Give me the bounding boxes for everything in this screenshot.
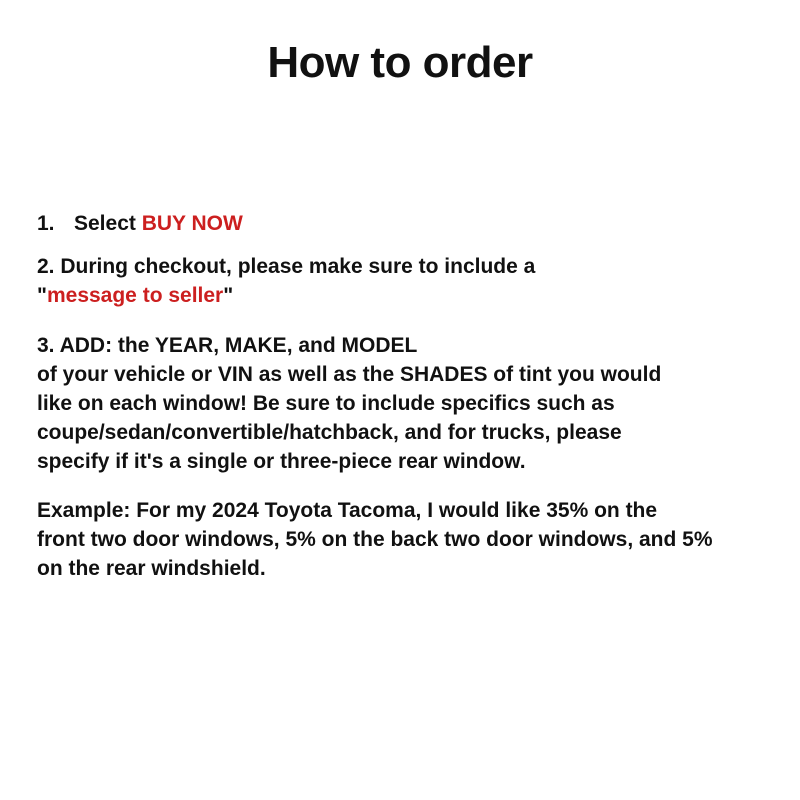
step-2-line xyxy=(37,281,797,310)
step-3-line: of your vehicle or VIN as well as the SHADES of tint you would xyxy=(37,363,662,386)
step-3-line: coupe/sedan/convertible/hatchback, and for trucks, please xyxy=(37,421,622,444)
step-2-line: 2. During checkout, please make sure to include a xyxy=(37,255,536,278)
open-quote: " xyxy=(37,284,47,307)
instructions xyxy=(37,209,797,583)
step-3 xyxy=(37,331,797,476)
step-2 xyxy=(37,252,797,310)
message-to-seller-highlight: message to seller xyxy=(46,284,224,307)
step-3-line: specify if it's a single or three-piece rear window. xyxy=(37,450,526,473)
step-1-number: 1. xyxy=(37,212,55,235)
step-1 xyxy=(37,209,797,238)
close-quote: " xyxy=(223,284,234,307)
example xyxy=(37,496,797,583)
buy-now-highlight: BUY NOW xyxy=(141,212,243,235)
example-line: front two door windows, 5% on the back two door windows, and 5% xyxy=(37,528,713,551)
step-1-text: Select xyxy=(74,212,142,235)
step-3-line: like on each window! Be sure to include specifics such as xyxy=(37,392,615,415)
page-title: How to order xyxy=(267,38,533,87)
example-line: Example: For my 2024 Toyota Tacoma, I would like 35% on the xyxy=(37,499,658,522)
example-line: on the rear windshield. xyxy=(37,557,266,580)
step-3-line: 3. ADD: the YEAR, MAKE, and MODEL xyxy=(37,334,418,357)
